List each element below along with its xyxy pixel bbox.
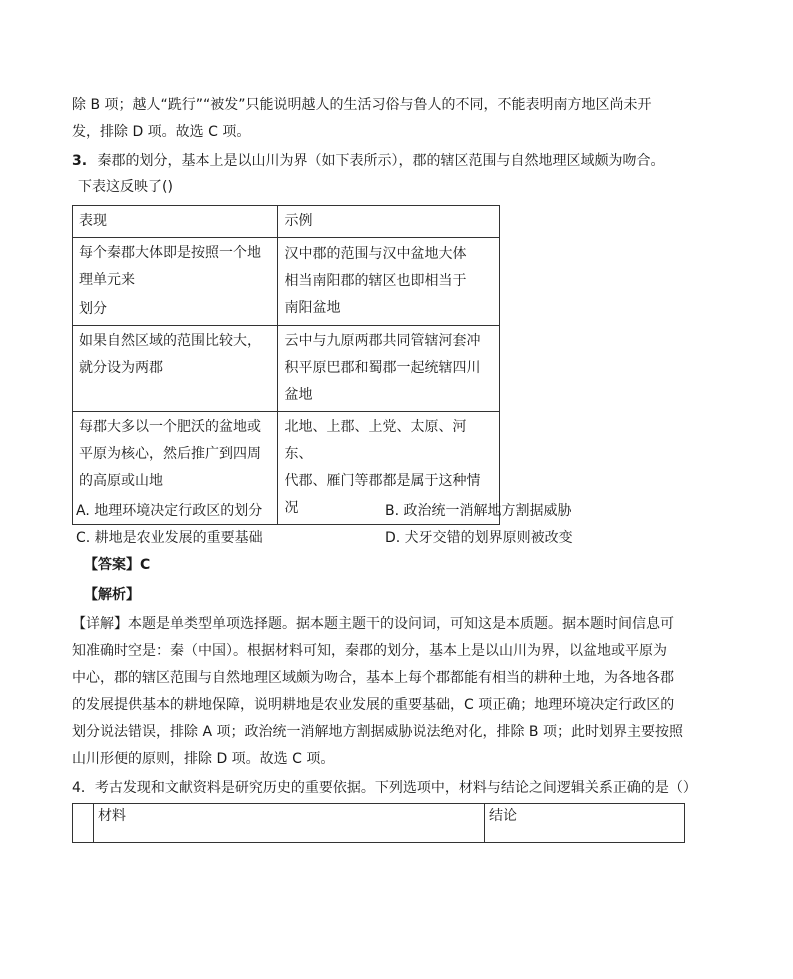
question-stem-text: 秦郡的划分，基本上是以山川为界（如下表所示），郡的辖区范围与自然地理区域颇为吻合。: [97, 153, 665, 169]
cell-line: 划分: [79, 301, 107, 317]
question-3-stem-line2: 下表这反映了(): [78, 179, 173, 195]
cell-line: 代郡、雁门等郡都是属于这种情: [284, 473, 481, 489]
table-row: [73, 326, 500, 412]
table-header-cell: 材料: [94, 804, 485, 843]
cell-line: 南阳盆地: [284, 300, 341, 316]
cell-line: 如果自然区域的范围比较大，: [79, 333, 261, 349]
table-cell: [73, 238, 278, 326]
cell-line: 积平原巴郡和蜀郡一起统辖四川: [284, 360, 481, 376]
table-cell: [278, 326, 500, 412]
cell-line: 汉中郡的范围与汉中盆地大体: [284, 246, 467, 262]
table-header-row: [73, 206, 500, 238]
detail-line: 的发展提供基本的耕地保障，说明耕地是农业发展的重要基础，C 项正确；地理环境决定行政区的: [72, 697, 675, 713]
table-header-cell: 表现: [73, 206, 278, 238]
cell-line: 的高原或山地: [79, 473, 163, 489]
cell-line: 北地、上郡、上党、太原、河东、: [284, 419, 467, 462]
table-cell-empty: [73, 804, 94, 843]
table-header-cell: 结论: [485, 804, 685, 843]
answer-label: 【答案】C: [84, 557, 151, 573]
table-header-cell: 示例: [278, 206, 500, 238]
question-3-table: [72, 205, 500, 525]
cell-line: 理单元来: [79, 272, 135, 288]
detail-line: 中心，郡的辖区范围与自然地理区域颇为吻合，基本上每个郡都能有相当的耕种土地，为各地各郡: [72, 670, 674, 686]
question-3-stem: [72, 151, 665, 171]
question-4-stem: 4．考古发现和文献资料是研究历史的重要依据。下列选项中，材料与结论之间逻辑关系正确的是（）: [72, 780, 697, 796]
option-c: C. 耕地是农业发展的重要基础: [76, 530, 263, 546]
table-cell: [73, 326, 278, 412]
option-b: B. 政治统一消解地方割据威胁: [385, 503, 572, 519]
paragraph-line: 除 B 项；越人“跣行”“被发”只能说明越人的生活习俗与鲁人的不同，不能表明南方地区尚未开: [72, 97, 652, 113]
option-a: A. 地理环境决定行政区的划分: [76, 503, 263, 519]
detail-line: 划分说法错误，排除 A 项；政治统一消解地方割据威胁说法绝对化，排除 B 项；此时划界主要按照: [72, 724, 683, 740]
table-header-row: [73, 804, 685, 843]
cell-line: 平原为核心，然后推广到四周: [79, 446, 261, 462]
paragraph-line: 发，排除 D 项。故选 C 项。: [72, 124, 251, 140]
cell-line: 盆地: [284, 387, 313, 403]
cell-line: 每郡大多以一个肥沃的盆地或: [79, 419, 261, 435]
detail-line: 山川形便的原则，排除 D 项。故选 C 项。: [72, 751, 335, 767]
table-row: [73, 238, 500, 326]
question-number: 3.: [72, 153, 88, 169]
detail-line: 知准确时空是：秦（中国）。根据材料可知，秦郡的划分，基本上是以山川为界，以盆地或平原为: [72, 643, 667, 659]
cell-line: 况: [284, 500, 299, 516]
question-4-table: [72, 803, 685, 843]
cell-line: 就分设为两郡: [79, 360, 163, 376]
option-d: D. 犬牙交错的划界原则被改变: [385, 530, 573, 546]
cell-line: 每个秦郡大体即是按照一个地: [79, 245, 261, 261]
analysis-label: 【解析】: [84, 587, 140, 603]
table-cell: [278, 238, 500, 326]
detail-line: 【详解】本题是单类型单项选择题。据本题主题干的设问词，可知这是本质题。据本题时间信息可: [72, 616, 674, 632]
cell-line: 相当南阳郡的辖区也即相当于: [284, 273, 467, 289]
cell-line: 云中与九原两郡共同管辖河套冲: [284, 333, 481, 349]
